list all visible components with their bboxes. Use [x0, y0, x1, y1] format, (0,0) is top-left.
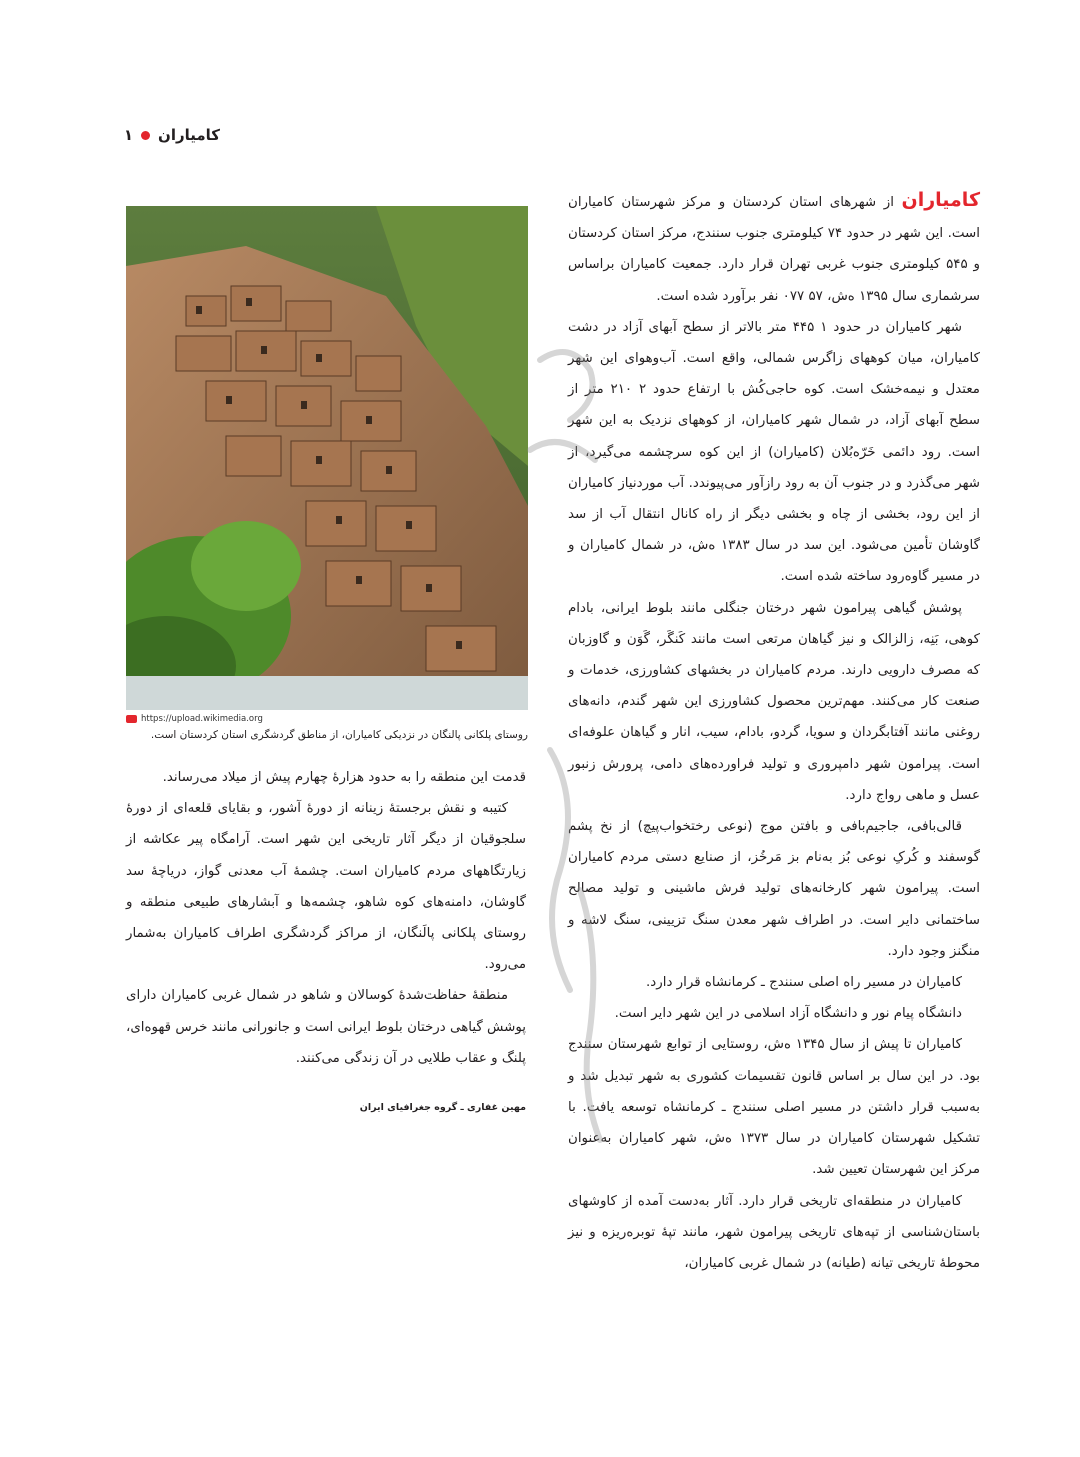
paragraph-6: دانشگاه پیام نور و دانشگاه آزاد اسلامی در این شهر دایر است. — [614, 1006, 962, 1022]
photo-credit — [126, 712, 528, 726]
photo-caption: روستای پلکانی پالنگان در نزدیکی کامیاران، از مناطق گردشگری استان کردستان است. — [150, 729, 528, 741]
red-dot-icon — [141, 131, 150, 140]
left-column — [126, 762, 526, 1074]
paragraph-2: شهر کامیاران در حدود ۱ ۴۴۵ متر بالاتر از سطح آبهای آزاد در دشت کامیاران، میان کوههای زاگرس شمالی، واقع است. آب‌وهوای این شهر معتدل و نیمه‌خشک است. کوه حاجی‌کُش با ارتفاع حدود ۲ ۲۱۰ متر از سطح آبهای آزاد، در شمال شهر کامیاران، از کوههای نزدیک به این شهر است. رود دائمی خَرّه‌بُلان (کامیاران) از این کوه سرچشمه می‌گیرد، از شهر می‌گذرد و در جنوب آن به رود رازآور می‌پیوندد. آب موردنیاز کامیاران از این رود، بخشی از چاه و بخشی دیگر از راه کانال انتقال آب از سد گاوشان تأمین می‌شود. این سد در سال ۱۳۸۳ ه‌ش، در شمال کامیاران و در مسیر گاوه‌رود ساخته شده است. — [568, 319, 980, 585]
page-number: ۱ — [123, 126, 134, 144]
paragraph-4: قالی‌بافی، جاجیم‌بافی و بافتن موج (نوعی رختخواب‌پیچ) از نخ پشم گوسفند و کُرکِ نوعی بُز به‌نام بز مَرخُز، از صنایع دستی مردم کامیاران است. پیرامون شهر کارخانه‌های تولید فرش ماشینی و تولید مصالح ساختمانی دایر است. در اطراف شهر معدن سنگ تزیینی، سنگ لاشه و منگنز وجود دارد. — [568, 819, 980, 959]
left-paragraph-3: منطقهٔ حفاظت‌شدهٔ کوسالان و شاهو در شمال غربی کامیاران دارای پوشش گیاهی درختان بلوط ایرانی است و جانورانی مانند خرس قهوه‌ای، پلنگ و عقاب طلایی در آن زندگی می‌کنند. — [126, 988, 526, 1066]
lead-word: کامیاران — [901, 189, 980, 211]
photo-illustration — [126, 206, 528, 710]
paragraph-1-text: از شهرهای استان کردستان و مرکز شهرستان کامیاران است. این شهر در حدود ۷۴ کیلومتری جنوب سنندج، مرکز استان کردستان و ۵۴۵ کیلومتری جنوب غربی تهران قرار دارد. جمعیت کامیاران براساس سرشماری سال ۱۳۹۵ ه‌ش، ۵۷ ۰۷۷ نفر برآورد شده است. — [568, 195, 980, 304]
paragraph-3: پوشش گیاهی پیرامون شهر درختان جنگلی مانند بلوط ایرانی، بادام کوهی، بَنِه، زالزالک و نیز گیاهان مرتعی است مانند کَنگَر، گَوَن و گاوزبان که مصرف دارویی دارند. مردم کامیاران در بخشهای کشاورزی، خدمات و صنعت کار می‌کنند. مهم‌ترین محصول کشاورزی این شهر گندم، دانه‌های روغنی مانند آفتابگردان و سویا، گردو، بادام، سیب، انار و گیاهان علوفه‌ای است. پیرامون شهر دامپروری و تولید فراورده‌های دامی، پرورش زنبور عسل و ماهی رواج دارد. — [568, 600, 980, 803]
page-title: کامیاران — [158, 126, 220, 144]
left-paragraph-1: قدمت این منطقه را به حدود هزارهٔ چهارم پیش از میلاد می‌رساند. — [162, 770, 526, 785]
author-credit: مهین غفاری ـ گروه جغرافیای ایران — [359, 1102, 526, 1113]
running-header — [90, 123, 220, 147]
creative-commons-icon — [126, 715, 137, 723]
left-paragraph-2: کتیبه و نقش برجستهٔ زینانه از دورهٔ آشور، و بقایای قلعه‌ای از دورهٔ سلجوقیان از دیگر آثار تاریخی این شهر است. آرامگاه پیر عکاشه از زیارتگاههای مردم کامیاران است. چشمهٔ آب معدنی گواز، دریاچهٔ سد گاوشان، دامنه‌های کوه شاهو، چشمه‌ها و آبشارهای طبیعی منطقه و روستای پلکانی پالَنگان، از مراکز گردشگری اطراف کامیاران به‌شمار می‌رود. — [126, 801, 526, 973]
photo-credit-text: https://upload.wikimedia.org — [141, 714, 263, 724]
palangan-village-photo — [126, 206, 528, 710]
paragraph-8: کامیاران در منطقه‌ای تاریخی قرار دارد. آثار به‌دست آمده از کاوشهای باستان‌شناسی از تپه‌های تاریخی پیرامون شهر، مانند تپهٔ توبره‌ریزه و نیز محوطهٔ تاریخی تیانه (طیانه) در شمال غربی کامیاران، — [568, 1193, 980, 1271]
paragraph-7: کامیاران تا پیش از سال ۱۳۴۵ ه‌ش، روستایی از توابع شهرستان سنندج بود. در این سال بر اساس قانون تقسیمات کشوری به شهر تبدیل شد و به‌سبب قرار داشتن در مسیر اصلی سنندج ـ کرمانشاه توسعه یافت. با تشکیل شهرستان کامیاران در سال ۱۳۷۳ ه‌ش، شهر کامیاران به‌عنوان مرکز این شهرستان تعیین شد. — [568, 1037, 980, 1178]
paragraph-5: کامیاران در مسیر راه اصلی سنندج ـ کرمانشاه قرار دارد. — [646, 975, 962, 991]
right-column — [568, 185, 980, 1279]
paragraph-1 — [568, 185, 980, 312]
